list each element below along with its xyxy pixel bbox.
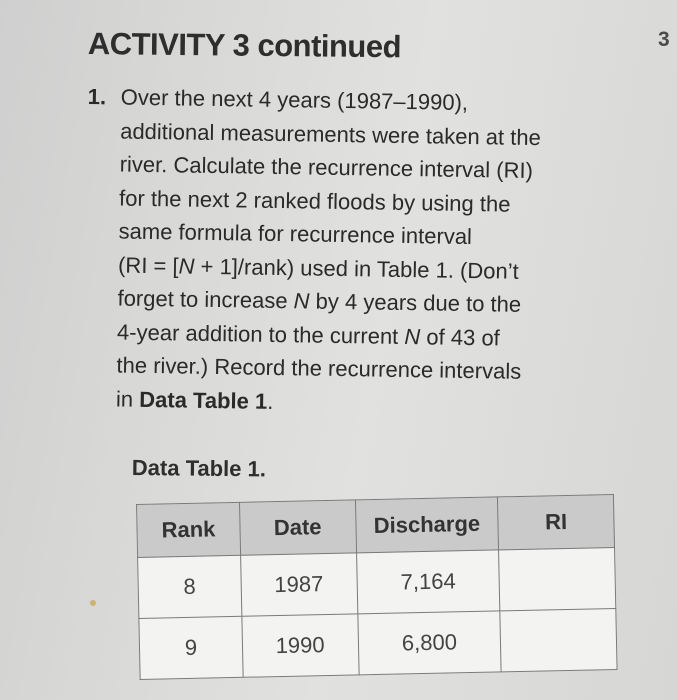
header-ri: RI [498, 494, 615, 549]
cell-discharge: 7,164 [356, 550, 500, 614]
text-segment: Over the next 4 years (1987–1990), [120, 84, 469, 115]
question-block [87, 80, 628, 414]
header-rank: Rank [137, 502, 241, 557]
page-number: 3 [658, 28, 670, 51]
cell-date: 1990 [242, 614, 359, 677]
variable-n: N [178, 252, 195, 279]
cell-discharge: 6,800 [357, 611, 501, 675]
variable-n: N [404, 323, 421, 349]
text-segment: river. Calculate the recurrence interval (RI) [119, 151, 534, 183]
text-segment: forget to increase [117, 285, 294, 314]
header-date: Date [239, 500, 356, 555]
table-row [139, 608, 617, 679]
activity-title: ACTIVITY 3 continued [87, 26, 402, 65]
question-text [116, 81, 621, 424]
data-table [136, 494, 618, 680]
bold-reference: Data Table 1 [139, 386, 268, 414]
cell-ri-blank[interactable] [499, 547, 616, 610]
question-line [116, 382, 616, 423]
text-segment: by 4 years due to the [309, 288, 522, 317]
text-segment: + 1]/rank) used in Table 1. (Don’t [194, 253, 519, 284]
header-discharge: Discharge [355, 497, 499, 553]
table-caption: Data Table 1. [131, 455, 267, 482]
text-segment: (RI = [ [117, 251, 179, 278]
text-segment: for the next 2 ranked floods by using the [118, 185, 511, 217]
text-segment: in [115, 385, 140, 412]
text-segment: . [267, 388, 274, 414]
question-number: 1. [87, 83, 107, 110]
paper-speck [90, 600, 96, 606]
text-segment: 4-year addition to the current [116, 318, 405, 349]
cell-ri-blank[interactable] [500, 608, 617, 671]
text-segment: of 43 of [420, 323, 500, 350]
variable-n: N [293, 288, 310, 314]
text-segment: same formula for recurrence interval [118, 218, 473, 250]
cell-date: 1987 [240, 553, 357, 616]
text-segment: the river.) Record the recurrence intervals [116, 352, 522, 384]
table-row [138, 547, 616, 618]
text-segment: additional measurements were taken at the [120, 118, 542, 150]
cell-rank: 9 [139, 616, 243, 679]
cell-rank: 8 [138, 555, 242, 618]
